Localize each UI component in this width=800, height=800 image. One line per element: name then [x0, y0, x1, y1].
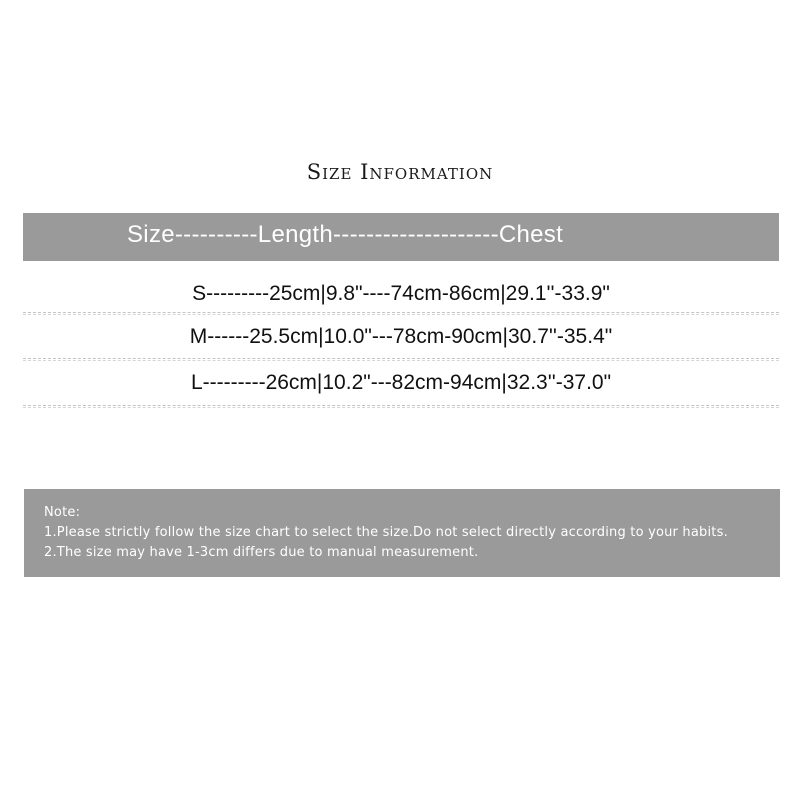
note-heading: Note: [44, 505, 81, 520]
size-table-header [23, 213, 779, 261]
page-title: Size Information [306, 160, 494, 184]
size-row-s: S---------25cm|9.8"----74cm-86cm|29.1''-33.9" [192, 282, 610, 305]
size-table-header-label: Size----------Length--------------------Chest [127, 221, 564, 248]
size-row-m: M------25.5cm|10.0"---78cm-90cm|30.7''-35.4" [189, 325, 613, 348]
note-line-1: 1.Please strictly follow the size chart to select the size.Do not select directly according to your habits. [44, 525, 728, 540]
note-box [24, 489, 780, 577]
row-divider [23, 405, 779, 406]
row-divider [23, 358, 779, 359]
note-line-2: 2.The size may have 1-3cm differs due to manual measurement. [44, 545, 479, 560]
size-row-l: L---------26cm|10.2"---82cm-94cm|32.3''-37.0" [190, 371, 612, 394]
row-divider [23, 312, 779, 313]
